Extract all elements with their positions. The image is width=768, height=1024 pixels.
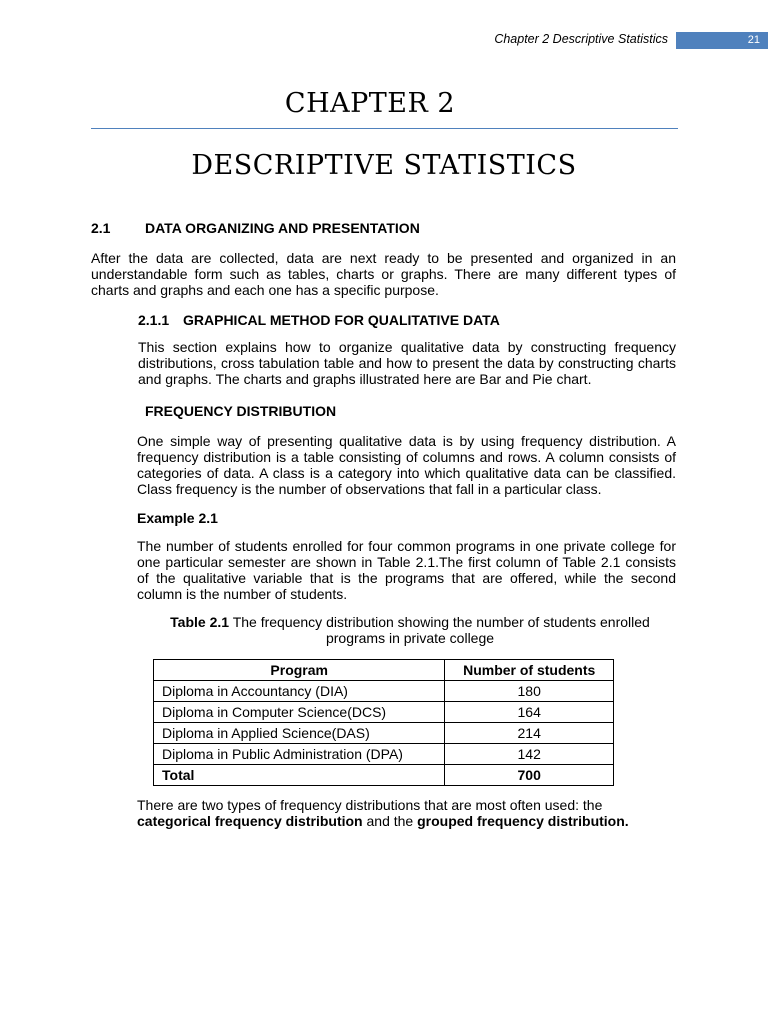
subsection-heading — [138, 312, 500, 328]
table-caption-text: The frequency distribution showing the number of students enrolled programs in private college — [232, 614, 650, 646]
chapter-label: CHAPTER 2 — [284, 88, 456, 119]
table-header-count: Number of students — [445, 660, 614, 681]
table-caption — [140, 614, 680, 646]
program-cell: Diploma in Public Administration (DPA) — [154, 744, 445, 765]
table-row — [154, 702, 614, 723]
total-value-cell: 700 — [445, 765, 614, 786]
section-intro: After the data are collected, data are next ready to be presented and organized in an understandable form such as tables, charts or graphs. There are many different types of charts and graphs and each one has a specific purpose. — [91, 250, 676, 298]
freq-heading: FREQUENCY DISTRIBUTION — [145, 403, 337, 419]
page-number: 21 — [676, 32, 768, 49]
table-caption-label: Table 2.1 — [170, 614, 230, 630]
closing-text-1: There are two types of frequency distributions that are most often used: the — [137, 797, 603, 813]
program-cell: Diploma in Accountancy (DIA) — [154, 681, 445, 702]
table-header-row — [154, 660, 614, 681]
table-header-program: Program — [154, 660, 445, 681]
program-cell: Diploma in Applied Science(DAS) — [154, 723, 445, 744]
table-row — [154, 744, 614, 765]
subsection-text: This section explains how to organize qualitative data by constructing frequency distributions, cross tabulation table and how to present the data by constructing charts and graphs. The charts and graphs illustrated here are Bar and Pie chart. — [138, 339, 676, 387]
closing-text-2: and the — [362, 813, 418, 829]
count-cell: 142 — [445, 744, 614, 765]
running-title: Chapter 2 Descriptive Statistics — [494, 32, 668, 46]
table-total-row — [154, 765, 614, 786]
example-heading: Example 2.1 — [137, 510, 218, 526]
total-label-cell: Total — [154, 765, 445, 786]
count-cell: 164 — [445, 702, 614, 723]
closing-paragraph — [137, 797, 677, 829]
section-title: DATA ORGANIZING AND PRESENTATION — [145, 220, 420, 236]
count-cell: 214 — [445, 723, 614, 744]
example-text: The number of students enrolled for four common programs in one private college for one particular semester are shown in Table 2.1.The first column of Table 2.1 consists of the qualitative variable that is the programs that are offered, while the second column is the number of students. — [137, 538, 676, 602]
table-row — [154, 681, 614, 702]
program-cell: Diploma in Computer Science(DCS) — [154, 702, 445, 723]
closing-bold-2: grouped frequency distribution. — [417, 813, 629, 829]
closing-bold-1: categorical frequency distribution — [137, 813, 363, 829]
frequency-table — [153, 659, 614, 786]
subsection-title: GRAPHICAL METHOD FOR QUALITATIVE DATA — [183, 312, 500, 328]
freq-text: One simple way of presenting qualitative data is by using frequency distribution. A frequency distribution is a table consisting of columns and rows. A column consists of categories of data. A class is a category into which qualitative data can be classified. Class frequency is the number of observations that fall in a particular class. — [137, 433, 676, 497]
count-cell: 180 — [445, 681, 614, 702]
section-heading — [91, 220, 420, 236]
title-divider — [91, 128, 678, 129]
section-number: 2.1 — [91, 220, 111, 236]
chapter-title: DESCRIPTIVE STATISTICS — [191, 150, 577, 181]
table-row — [154, 723, 614, 744]
subsection-number: 2.1.1 — [138, 312, 170, 328]
